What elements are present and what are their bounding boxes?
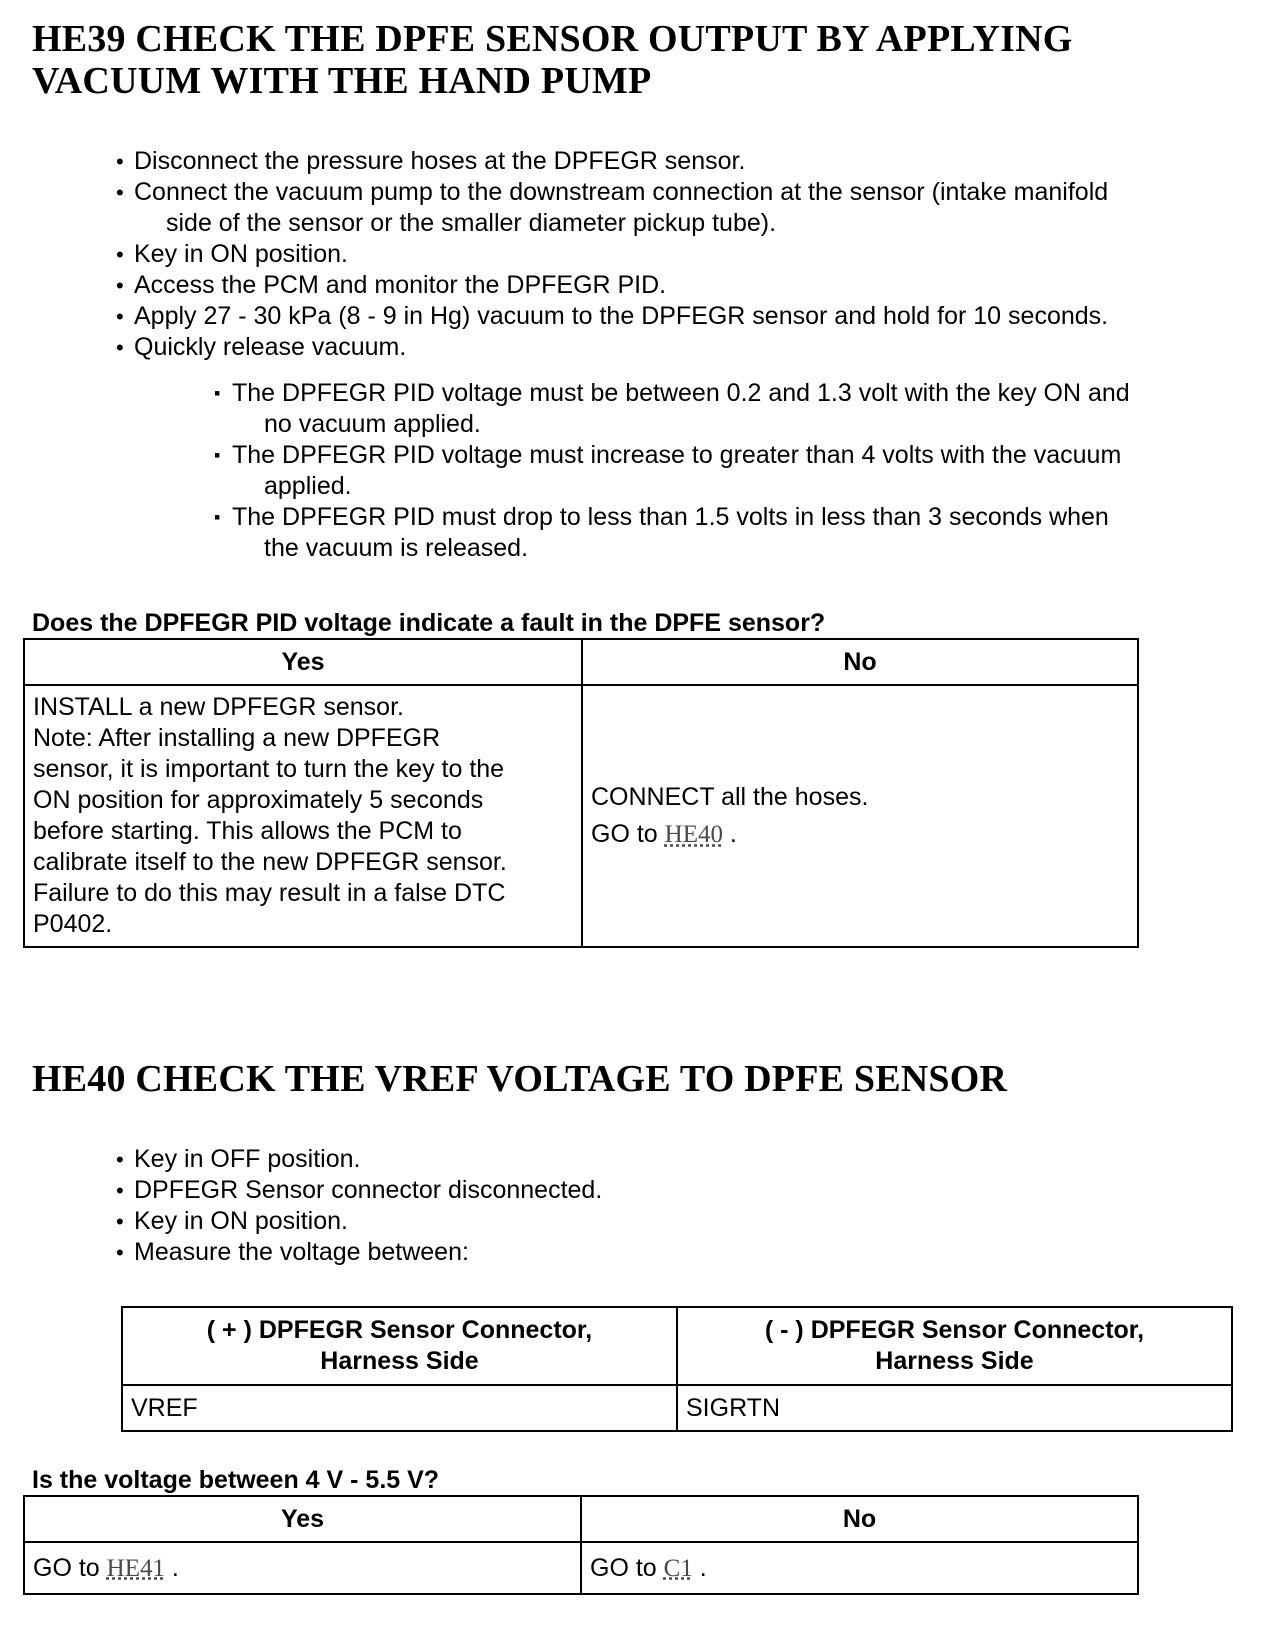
he39-step: • Disconnect the pressure hoses at the DPFEGR sensor.	[116, 147, 746, 175]
bullet-icon: •	[116, 1178, 124, 1203]
he40-step: • DPFEGR Sensor connector disconnected.	[116, 1176, 603, 1204]
bullet-icon: •	[116, 149, 124, 174]
negative-value: SIGRTN	[677, 1385, 1232, 1431]
yes-header: Yes	[24, 1496, 581, 1542]
he40-measure-table	[121, 1306, 1233, 1432]
table-row	[24, 1542, 1138, 1594]
he40-step: • Key in OFF position.	[116, 1145, 361, 1173]
no-header: No	[581, 1496, 1138, 1542]
he39-step: • Key in ON position.	[116, 240, 348, 268]
no-cell: GO to C1 .	[581, 1542, 1138, 1594]
yes-cell: GO to HE41 .	[24, 1542, 581, 1594]
he39-substep-list	[214, 378, 1234, 564]
he40-title: HE40 CHECK THE VREF VOLTAGE TO DPFE SENSOR	[32, 1058, 1008, 1100]
bullet-icon: •	[116, 242, 124, 267]
yes-header: Yes	[24, 639, 582, 685]
square-bullet-icon: ▪	[214, 445, 221, 465]
positive-value: VREF	[122, 1385, 677, 1431]
square-bullet-icon: ▪	[214, 383, 221, 403]
bullet-icon: •	[116, 1209, 124, 1234]
he39-substep: ▪ The DPFEGR PID voltage must be between 0.2 and 1.3 volt with the key ON and no vacuum applied.	[214, 379, 1130, 438]
table-header-row	[24, 1496, 1138, 1542]
he39-step-list	[116, 146, 1246, 363]
link-c1[interactable]: C1	[663, 1554, 693, 1582]
table-row	[24, 685, 1138, 947]
no-cell: CONNECT all the hoses. GO to HE40 .	[582, 685, 1138, 947]
bullet-icon: •	[116, 1240, 124, 1265]
he39-decision-table	[23, 638, 1139, 948]
he40-question: Is the voltage between 4 V - 5.5 V?	[32, 1466, 440, 1494]
he40-decision-table	[23, 1495, 1139, 1595]
no-header: No	[582, 639, 1138, 685]
he39-title: HE39 CHECK THE DPFE SENSOR OUTPUT BY APPLYING VACUUM WITH THE HAND PUMP	[32, 18, 1073, 102]
he39-substep: ▪ The DPFEGR PID voltage must increase to greater than 4 volts with the vacuum applied.	[214, 441, 1122, 500]
he39-step: • Access the PCM and monitor the DPFEGR PID.	[116, 271, 667, 299]
he39-step: • Apply 27 - 30 kPa (8 - 9 in Hg) vacuum to the DPFEGR sensor and hold for 10 seconds.	[116, 302, 1109, 330]
link-he40[interactable]: HE40	[664, 821, 723, 848]
table-header-row	[24, 639, 1138, 685]
link-he41[interactable]: HE41	[106, 1554, 165, 1582]
he39-step: • Quickly release vacuum.	[116, 333, 407, 361]
bullet-icon: •	[116, 304, 124, 329]
he39-substep: ▪ The DPFEGR PID must drop to less than 1.5 volts in less than 3 seconds when the vacuum is released.	[214, 503, 1109, 562]
he40-step: • Measure the voltage between:	[116, 1238, 469, 1266]
he40-step-list	[116, 1144, 1216, 1268]
negative-connector-header: ( - ) DPFEGR Sensor Connector, Harness Side	[677, 1307, 1232, 1385]
bullet-icon: •	[116, 273, 124, 298]
he39-step: • Connect the vacuum pump to the downstream connection at the sensor (intake manifold side of the sensor or the smaller diameter pickup tube).	[116, 178, 1109, 237]
he39-question: Does the DPFEGR PID voltage indicate a fault in the DPFE sensor?	[32, 609, 826, 637]
yes-cell: INSTALL a new DPFEGR sensor. Note: After installing a new DPFEGR sensor, it is important to turn the key to the ON position for approximately 5 seconds before starting. This allows the PCM to calibrate itself to the new DPFEGR sensor. Failure to do this may result in a false DTC P0402.	[24, 685, 582, 947]
table-row	[122, 1385, 1232, 1431]
table-header-row	[122, 1307, 1232, 1385]
bullet-icon: •	[116, 335, 124, 360]
square-bullet-icon: ▪	[214, 507, 221, 527]
positive-connector-header: ( + ) DPFEGR Sensor Connector, Harness Side	[122, 1307, 677, 1385]
he40-step: • Key in ON position.	[116, 1207, 348, 1235]
bullet-icon: •	[116, 180, 124, 205]
bullet-icon: •	[116, 1147, 124, 1172]
